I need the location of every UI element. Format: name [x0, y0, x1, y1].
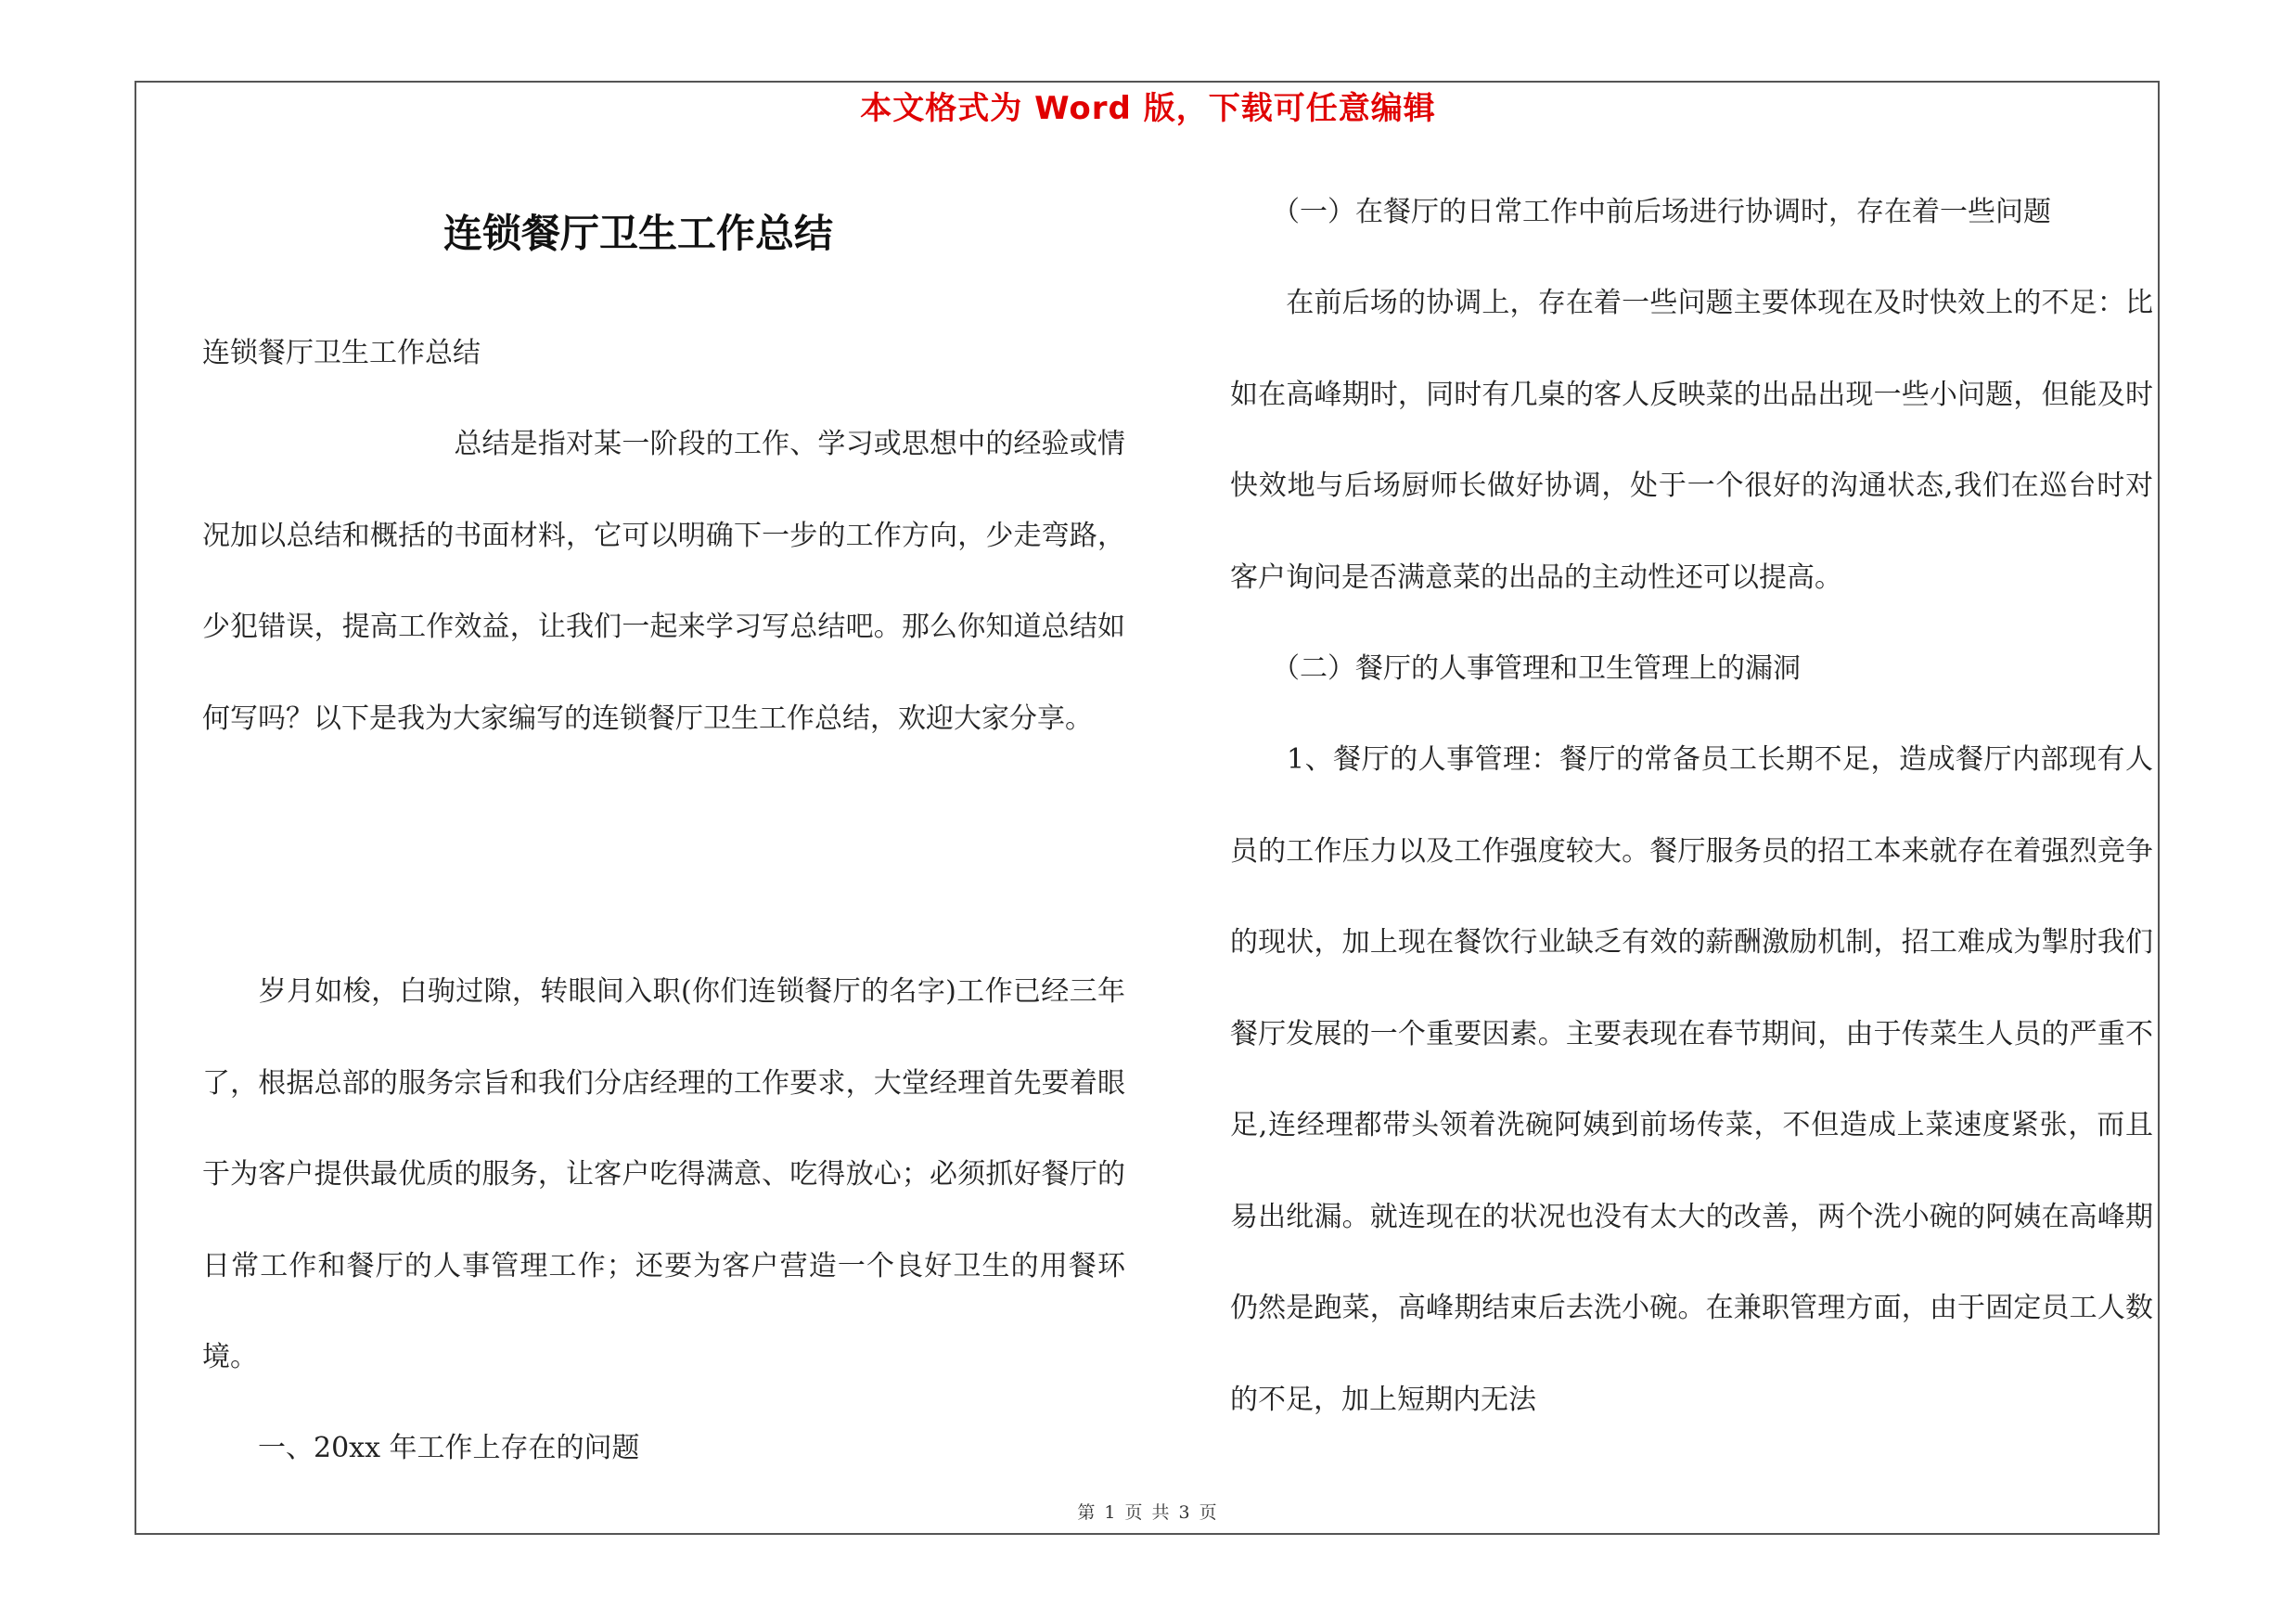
body-paragraph-2: 岁月如梭，白驹过隙，转眼间入职(你们连锁餐厅的名字)工作已经三年了，根据总部的服务宗旨和我们分店经理的工作要求，大堂经理首先要着眼于为客户提供最优质的服务，让客户吃得满意、吃得放心；必须抓好餐厅的日常工作和餐厅的人事管理工作；还要为客户营造一个良好卫生的用餐环境。 [202, 975, 1125, 1373]
subsection-heading-2: （二）餐厅的人事管理和卫生管理上的漏洞 [1230, 652, 1801, 685]
subsection-heading-1: （一）在餐厅的日常工作中前后场进行协调时，存在着一些问题 [1230, 196, 2051, 228]
document-title: 连锁餐厅卫生工作总结 [443, 211, 833, 256]
intro-paragraph: 总结是指对某一阶段的工作、学习或思想中的经验或情况加以总结和概括的书面材料，它可以明确下一步的工作方向，少走弯路，少犯错误，提高工作效益，让我们一起来学习写总结吧。那么你知道总结如何写吗？以下是我为大家编写的连锁餐厅卫生工作总结，欢迎大家分享。 [202, 428, 1125, 735]
page-number-footer: 第 1 页 共 3 页 [1077, 1502, 1219, 1523]
word-format-banner: 本文格式为 Word 版，下载可任意编辑 [860, 90, 1436, 127]
subtitle-line: 连锁餐厅卫生工作总结 [202, 337, 481, 369]
subsection-1-body: 在前后场的协调上，存在着一些问题主要体现在及时快效上的不足：比如在高峰期时，同时有几桌的客人反映菜的出品出现一些小问题，但能及时快效地与后场厨师长做好协调，处于一个很好的沟通状态,我们在巡台时对客户询问是否满意菜的出品的主动性还可以提高。 [1230, 287, 2153, 594]
section-heading-1: 一、20xx 年工作上存在的问题 [202, 1432, 640, 1464]
subsection-2-body: 1、餐厅的人事管理：餐厅的常备员工长期不足，造成餐厅内部现有人员的工作压力以及工作强度较大。餐厅服务员的招工本来就存在着强烈竞争的现状，加上现在餐饮行业缺乏有效的薪酬激励机制，招工难成为掣肘我们餐厅发展的一个重要因素。主要表现在春节期间，由于传菜生人员的严重不足,连经理都带头领着洗碗阿姨到前场传菜，不但造成上菜速度紧张，而且易出纰漏。就连现在的状况也没有太大的改善，两个洗小碗的阿姨在高峰期仍然是跑菜，高峰期结束后去洗小碗。在兼职管理方面，由于固定员工人数的不足，加上短期内无法 [1230, 743, 2153, 1416]
